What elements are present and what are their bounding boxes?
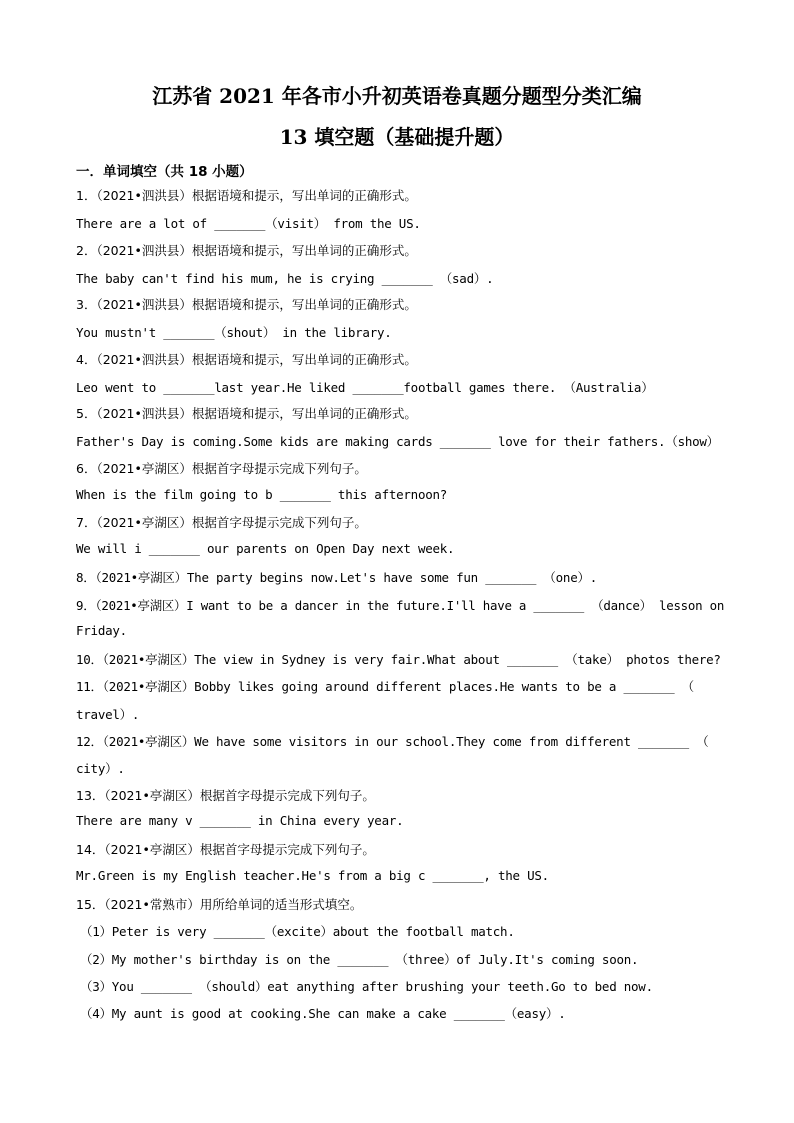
question-text: 12．（2021•亭湖区）We have some visitors in our school.They come from different _______ （ [76,734,709,749]
question-instruction: 7．（2021•亭湖区）根据首字母提示完成下列句子。 [76,515,367,530]
question-instruction: 15．（2021•常熟市）用所给单词的适当形式填空。 [76,897,363,912]
sub-question-text: （3）You _______ （should）eat anything after brushing your teeth.Go to bed now. [80,979,653,994]
question-text: 10．（2021•亭湖区）The view in Sydney is very fair.What about _______ （take） photos there? [76,652,721,667]
question-text: When is the film going to b _______ this afternoon? [76,487,448,502]
question-text: There are many v _______ in China every year. [76,813,404,828]
question-text: 8．（2021•亭湖区）The party begins now.Let's have some fun _______ （one）. [76,570,598,585]
question-instruction: 14．（2021•亭湖区）根据首字母提示完成下列句子。 [76,842,375,857]
question-text: city）. [76,761,125,776]
question-instruction: 1．（2021•泗洪县）根据语境和提示，写出单词的正确形式。 [76,188,417,203]
question-text: travel）. [76,707,140,722]
question-instruction: 4．（2021•泗洪县）根据语境和提示，写出单词的正确形式。 [76,352,417,367]
document-subtitle: 13 填空题（基础提升题） [279,125,515,149]
question-instruction: 6．（2021•亭湖区）根据首字母提示完成下列句子。 [76,461,367,476]
sub-question-text: （1）Peter is very _______（excite）about the football match. [80,924,515,939]
question-text: You mustn't _______（shout） in the library. [76,325,392,340]
question-instruction: 2．（2021•泗洪县）根据语境和提示，写出单词的正确形式。 [76,243,417,258]
section-heading: 一．单词填空（共 18 小题） [76,164,253,180]
sub-question-text: （2）My mother's birthday is on the _______ （three）of July.It's coming soon. [80,952,639,967]
question-text: Mr.Green is my English teacher.He's from a big c _______, the US. [76,868,549,883]
question-text: Friday. [76,623,127,638]
question-text: The baby can't find his mum, he is crying _______ （sad）. [76,271,494,286]
document-title: 江苏省 2021 年各市小升初英语卷真题分题型分类汇编 [152,84,642,108]
question-text: Father's Day is coming.Some kids are making cards _______ love for their fathers.（show） [76,434,719,449]
question-instruction: 13．（2021•亭湖区）根据首字母提示完成下列句子。 [76,788,375,803]
question-text: There are a lot of _______（visit） from the US. [76,216,421,231]
question-instruction: 5．（2021•泗洪县）根据语境和提示，写出单词的正确形式。 [76,406,417,421]
question-text: 11．（2021•亭湖区）Bobby likes going around different places.He wants to be a _______ （ [76,679,694,694]
question-text: Leo went to _______last year.He liked _______football games there. （Australia） [76,380,654,395]
question-instruction: 3．（2021•泗洪县）根据语境和提示，写出单词的正确形式。 [76,297,417,312]
question-text: We will i _______ our parents on Open Day next week. [76,541,455,556]
sub-question-text: （4）My aunt is good at cooking.She can make a cake _______（easy）. [80,1006,566,1021]
question-text: 9．（2021•亭湖区）I want to be a dancer in the future.I'll have a _______ （dance） lesson on [76,598,725,613]
